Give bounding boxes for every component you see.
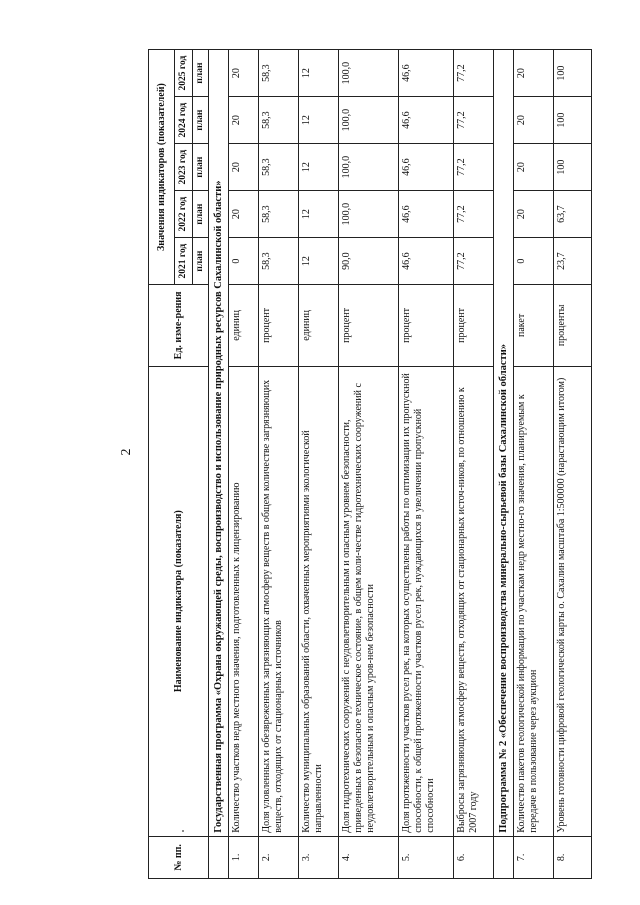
value-cell: 100,0 — [339, 50, 399, 97]
value-cell: 100 — [554, 144, 592, 191]
value-cell: 100 — [554, 50, 592, 97]
value-cell: 20 — [514, 144, 554, 191]
row-number: 5. — [399, 836, 454, 878]
value-cell: 20 — [229, 191, 259, 238]
table-row — [399, 50, 454, 879]
header-row-1 — [149, 50, 175, 879]
row-number: 3. — [299, 836, 339, 878]
indicator-name: Доля протяженности участков русел рек, на которых осуществлены работы по оптимизации их пропускной способности, к общей протяженности участков русел рек, нуждающихся в увеличении пропускной способности — [399, 366, 454, 836]
unit-cell: процент — [339, 285, 399, 366]
table-row — [299, 50, 339, 879]
indicator-name: Количество участков недр местного значения, подготовленных к лицензированию — [229, 366, 259, 836]
header-year: 2022 год — [175, 191, 193, 238]
indicator-name: Количество муниципальных образований области, охваченных мероприятиями экологической направленности — [299, 366, 339, 836]
indicators-table — [148, 49, 592, 879]
value-cell: 46,6 — [399, 144, 454, 191]
indicator-name: Выбросы загрязняющих атмосферу веществ, отходящих от стационарных источ-ников, по отношению к 2007 году — [454, 366, 494, 836]
row-number: 6. — [454, 836, 494, 878]
table-row — [229, 50, 259, 879]
section-number-cell — [494, 836, 514, 878]
value-cell: 12 — [299, 191, 339, 238]
header-plan: план — [193, 50, 209, 97]
unit-cell: единиц — [229, 285, 259, 366]
value-cell: 20 — [514, 97, 554, 144]
value-cell: 58,3 — [259, 144, 299, 191]
table-row — [259, 50, 299, 879]
header-year: 2025 год — [175, 50, 193, 97]
value-cell: 58,3 — [259, 191, 299, 238]
indicator-name: Уровень готовности цифровой геологической карты о. Сахалин масштаба 1:500000 (нарастающим итогом) — [554, 366, 592, 836]
value-cell: 77,2 — [454, 144, 494, 191]
value-cell: 100,0 — [339, 191, 399, 238]
header-plan: план — [193, 97, 209, 144]
section-title: Подпрограмма № 2 «Обеспечение воспроизводства минерально-сырьевой базы Сахалинской области» — [494, 50, 514, 837]
value-cell: 46,6 — [399, 50, 454, 97]
indicator-name: Количество пакетов геологической информации по участкам недр местно-го значения, планируемым к передаче в пользование через аукцион — [514, 366, 554, 836]
value-cell: 46,6 — [399, 238, 454, 285]
table-row — [454, 50, 494, 879]
value-cell: 100,0 — [339, 97, 399, 144]
indicator-name: Доля уловленных и обезвреженных загрязняющих атмосферу веществ в общем количестве загрязняющих веществ, отходящих от стационарных источников — [259, 366, 299, 836]
value-cell: 12 — [299, 50, 339, 97]
header-plan: план — [193, 238, 209, 285]
row-number: 1. — [229, 836, 259, 878]
unit-cell: проценты — [554, 285, 592, 366]
value-cell: 20 — [514, 191, 554, 238]
value-cell: 63,7 — [554, 191, 592, 238]
value-cell: 77,2 — [454, 97, 494, 144]
value-cell: 58,3 — [259, 238, 299, 285]
rotated-table-container — [148, 49, 591, 879]
value-cell: 77,2 — [454, 191, 494, 238]
header-number: № пп. — [149, 836, 209, 878]
unit-cell: процент — [259, 285, 299, 366]
value-cell: 58,3 — [259, 97, 299, 144]
value-cell: 20 — [229, 97, 259, 144]
value-cell: 12 — [299, 238, 339, 285]
value-cell: 20 — [514, 50, 554, 97]
value-cell: 77,2 — [454, 50, 494, 97]
unit-cell: единиц — [299, 285, 339, 366]
value-cell: 90,0 — [339, 238, 399, 285]
row-number: 4. — [339, 836, 399, 878]
page-number: 2 — [119, 448, 134, 456]
value-cell: 100,0 — [339, 144, 399, 191]
section-title: Государственная программа «Охрана окружающей среды, воспроизводство и использование природных ресурсов Сахалинской области» — [209, 50, 229, 837]
row-number: 2. — [259, 836, 299, 878]
header-indicator-name: Наименование индикатора (показателя) — [149, 366, 209, 836]
unit-cell: процент — [454, 285, 494, 366]
value-cell: 77,2 — [454, 238, 494, 285]
header-unit: Ед. изме-рения — [149, 285, 209, 366]
header-plan: план — [193, 144, 209, 191]
value-cell: 46,6 — [399, 97, 454, 144]
header-values: Значения индикаторов (показателей) — [149, 50, 175, 285]
row-number: 7. — [514, 836, 554, 878]
value-cell: 12 — [299, 144, 339, 191]
table-row — [514, 50, 554, 879]
value-cell: 0 — [229, 238, 259, 285]
row-number: 8. — [554, 836, 592, 878]
table-row — [554, 50, 592, 879]
section-row-program — [209, 50, 229, 879]
value-cell: 46,6 — [399, 191, 454, 238]
header-year: 2024 год — [175, 97, 193, 144]
header-year: 2023 год — [175, 144, 193, 191]
value-cell: 100 — [554, 97, 592, 144]
indicator-name: Доля гидротехнических сооружений с неудовлетворительным и опасным уровнем безопасности, приведенных в безопасное техническое состояние, в общем коли-честве гидротехнических сооружений с неудовлетворительным и опасным уров-нем безопасности — [339, 366, 399, 836]
value-cell: 12 — [299, 97, 339, 144]
section-number-cell — [209, 836, 229, 878]
value-cell: 58,3 — [259, 50, 299, 97]
unit-cell: процент — [399, 285, 454, 366]
value-cell: 23,7 — [554, 238, 592, 285]
value-cell: 0 — [514, 238, 554, 285]
value-cell: 20 — [229, 50, 259, 97]
section-row-subprogram — [494, 50, 514, 879]
header-plan: план — [193, 191, 209, 238]
header-year: 2021 год — [175, 238, 193, 285]
unit-cell: пакет — [514, 285, 554, 366]
table-row — [339, 50, 399, 879]
value-cell: 20 — [229, 144, 259, 191]
